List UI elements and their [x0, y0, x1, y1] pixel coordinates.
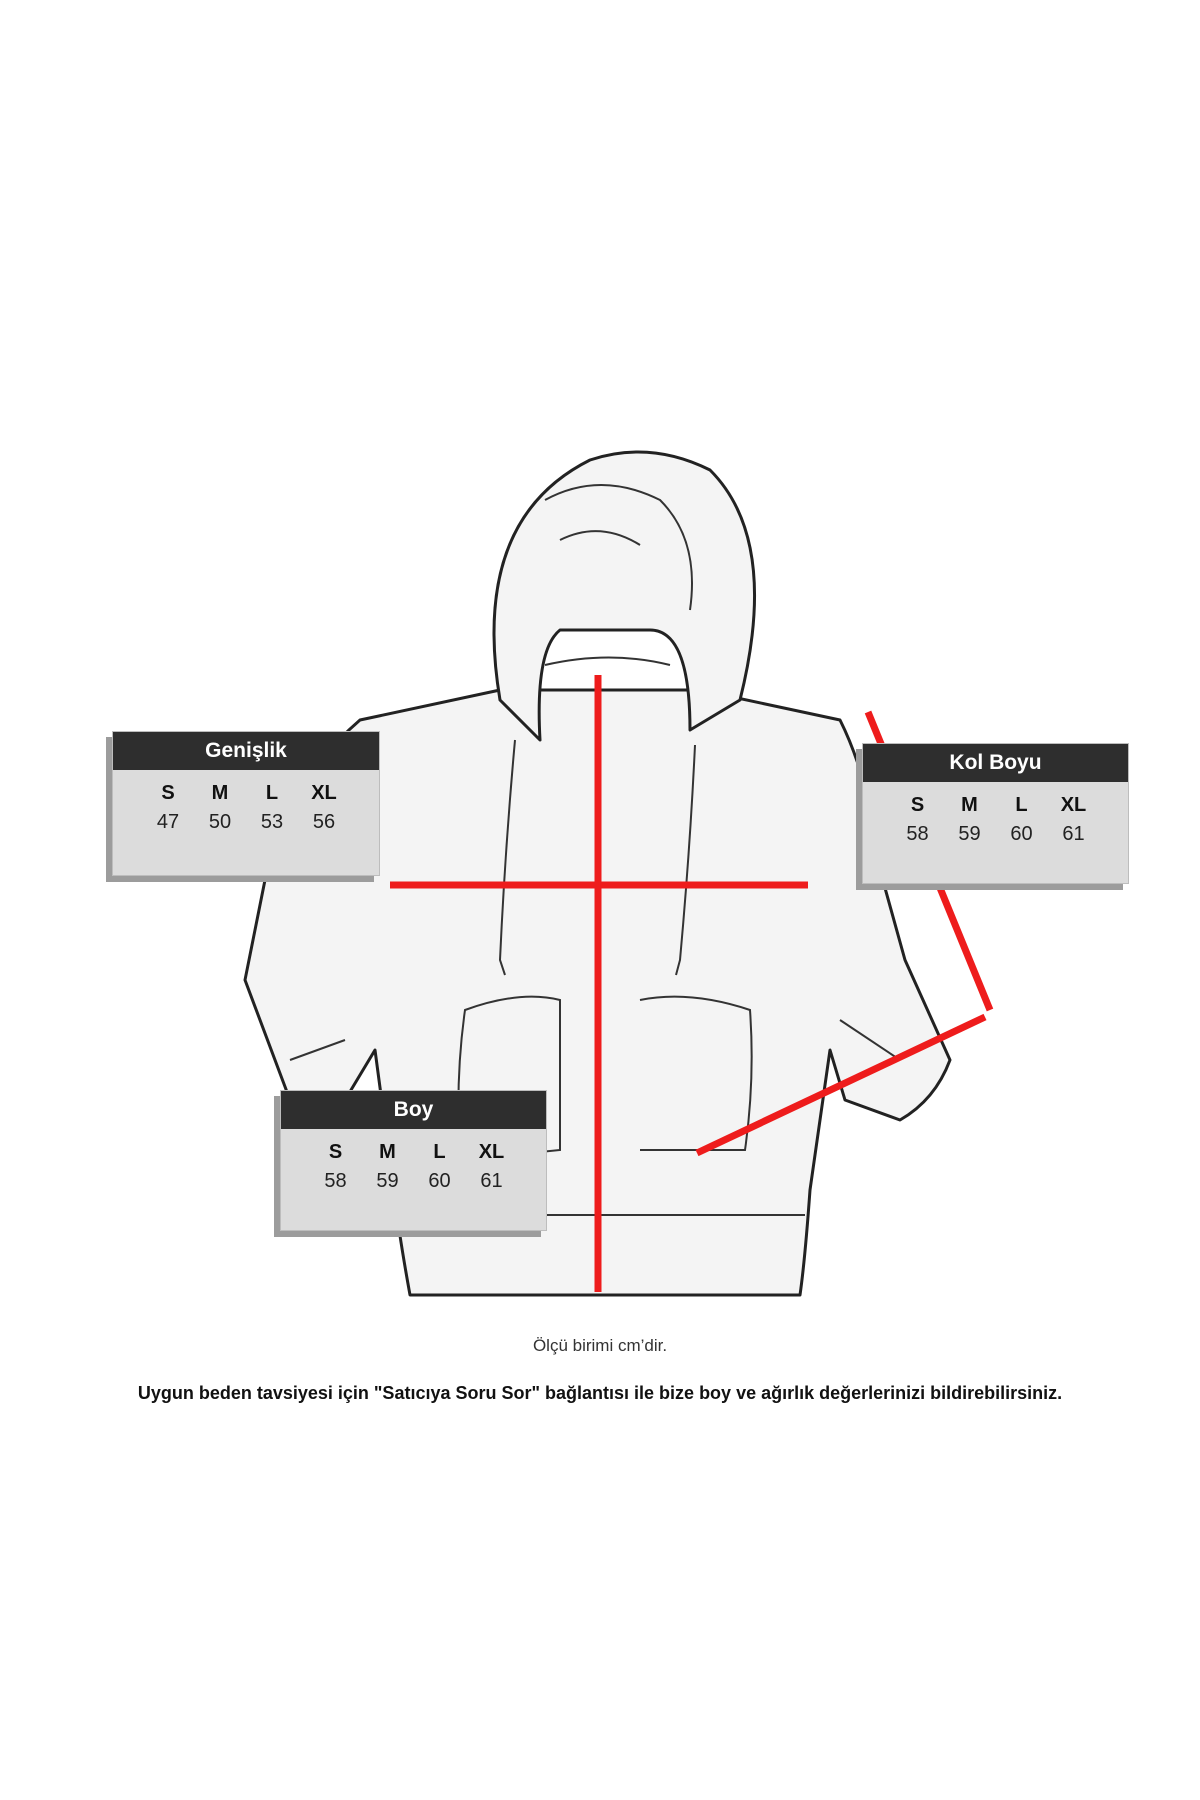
width-title: Genişlik [113, 732, 379, 770]
width-size-box [112, 731, 380, 876]
length-title: Boy [281, 1091, 546, 1129]
size-label: L [433, 1141, 446, 1163]
size-value: 60 [1010, 823, 1033, 845]
size-label: XL [1060, 794, 1087, 816]
size-label: XL [478, 1141, 505, 1163]
size-value: 60 [428, 1170, 451, 1192]
size-label: S [161, 782, 175, 804]
size-value: 58 [906, 823, 929, 845]
size-label: M [379, 1141, 396, 1163]
size-label: S [328, 1141, 343, 1163]
size-label: L [1015, 794, 1028, 816]
sleeve-title: Kol Boyu [863, 744, 1128, 782]
size-label: L [265, 782, 279, 804]
size-value: 53 [260, 811, 284, 833]
size-value: 47 [156, 811, 180, 833]
size-value: 59 [958, 823, 981, 845]
size-value: 59 [376, 1170, 399, 1192]
sleeve-size-box [862, 743, 1129, 884]
advice-note: Uygun beden tavsiyesi için "Satıcıya Soru Sor" bağlantısı ile bize boy ve ağırlık değerlerinizi bildirebilirsiniz. [137, 1383, 1063, 1403]
size-value: 58 [324, 1170, 347, 1192]
unit-note: Ölçü birimi cm’dir. [532, 1336, 668, 1355]
size-label: M [961, 794, 978, 816]
size-value: 56 [312, 811, 336, 833]
size-value: 61 [1062, 823, 1085, 845]
size-label: S [910, 794, 925, 816]
length-size-box [280, 1090, 547, 1231]
size-value: 50 [208, 811, 232, 833]
size-label: M [211, 782, 229, 804]
size-value: 61 [480, 1170, 503, 1192]
size-label: XL [311, 782, 337, 804]
